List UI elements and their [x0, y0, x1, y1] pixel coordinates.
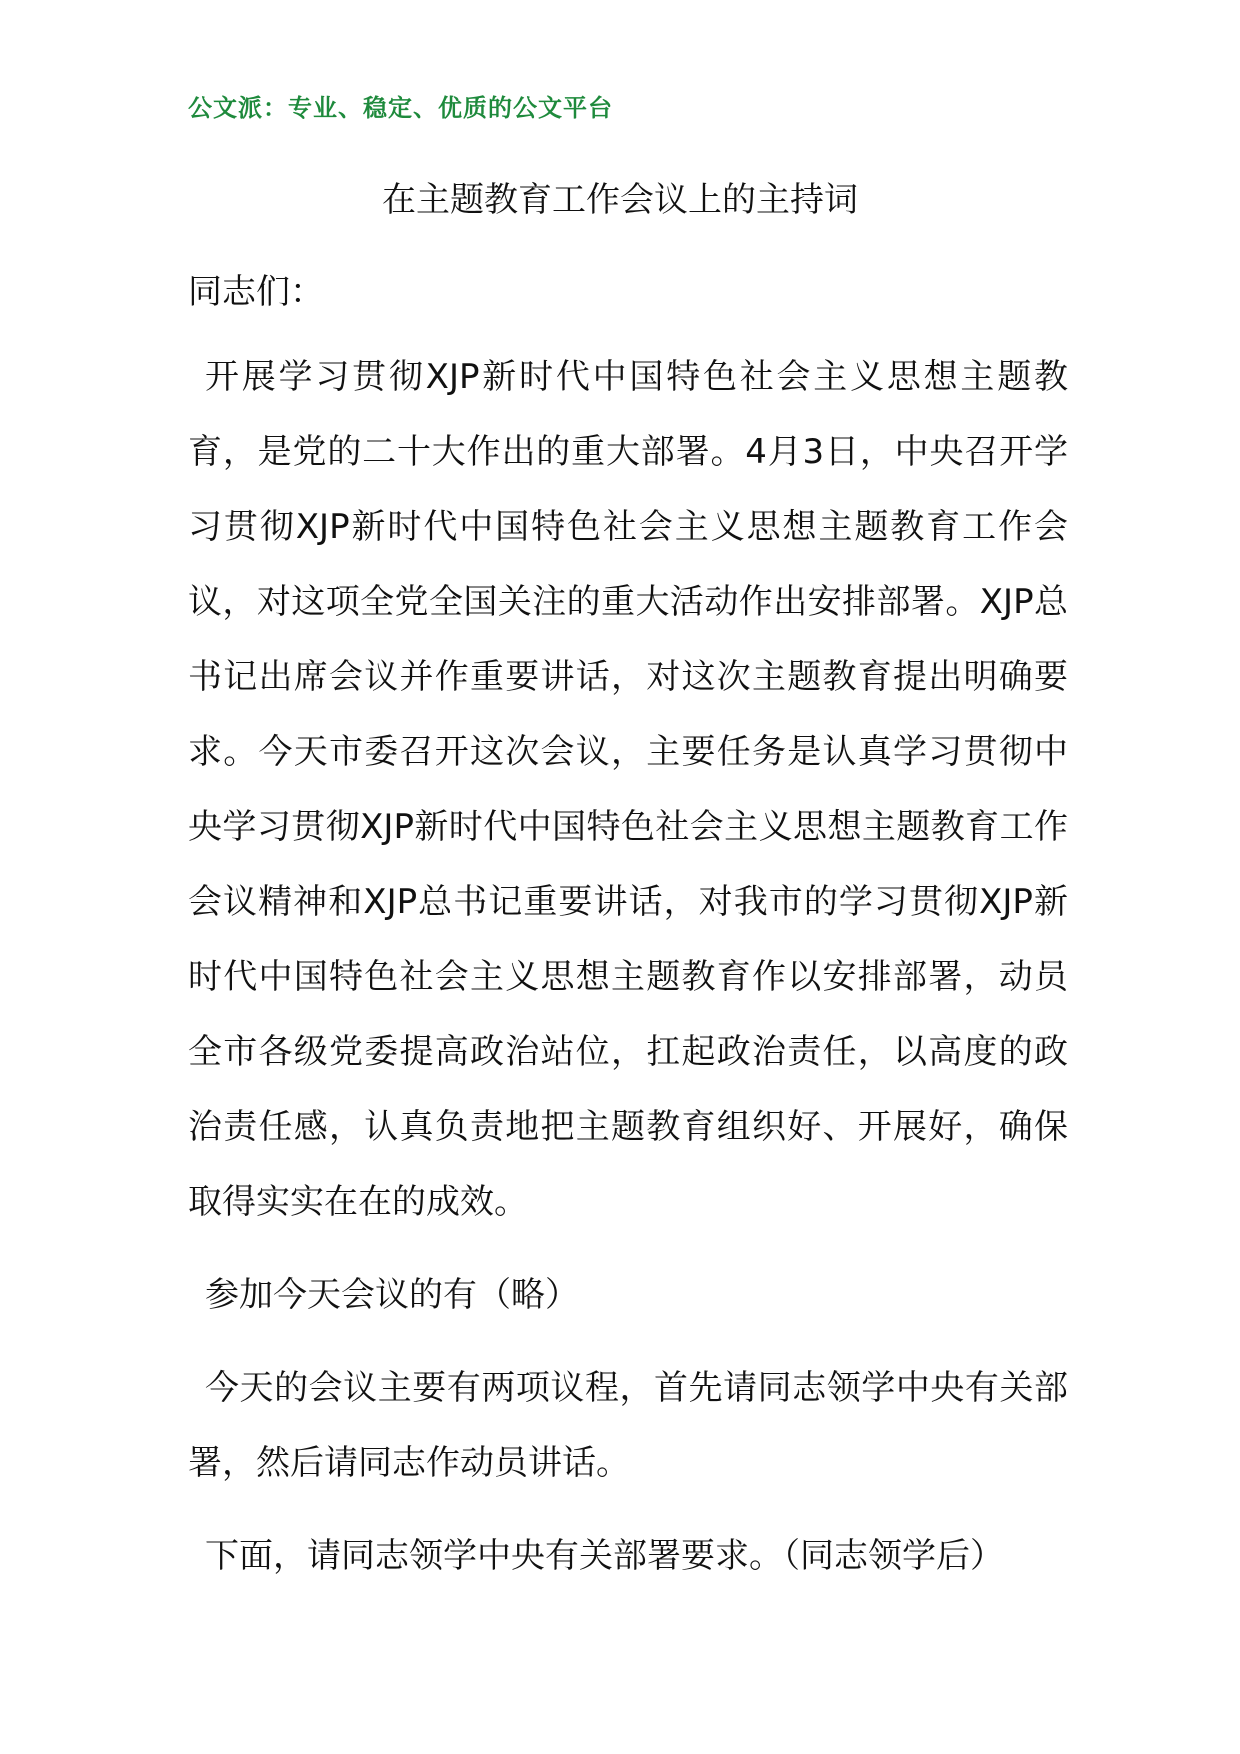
document-body — [188, 262, 1068, 1594]
paragraph-intro: 开展学习贯彻XJP新时代中国特色社会主义思想主题教育，是党的二十大作出的重大部署。4月3日，中央召开学习贯彻XJP新时代中国特色社会主义思想主题教育工作会议，对这项全党全国关注的重大活动作出安排部署。XJP总书记出席会议并作重要讲话，对这次主题教育提出明确要求。今天市委召开这次会议，主要任务是认真学习贯彻中央学习贯彻XJP新时代中国特色社会主义思想主题教育工作会议精神和XJP总书记重要讲话，对我市的学习贯彻XJP新时代中国特色社会主义思想主题教育作以安排部署，动员全市各级党委提高政治站位，扛起政治责任，以高度的政治责任感，认真负责地把主题教育组织好、开展好，确保取得实实在在的成效。 — [188, 357, 1068, 1222]
paragraph-next-step: 下面，请同志领学中央有关部署要求。（同志领学后） — [205, 1536, 1004, 1576]
brand-header: 公文派：专业、稳定、优质的公文平台 — [188, 93, 613, 122]
salutation: 同志们： — [188, 272, 324, 312]
paragraph-attendees: 参加今天会议的有（略） — [205, 1275, 579, 1315]
document-title: 在主题教育工作会议上的主持词 — [382, 180, 858, 220]
paragraph-agenda: 今天的会议主要有两项议程，首先请同志领学中央有关部署，然后请同志作动员讲话。 — [188, 1368, 1068, 1483]
